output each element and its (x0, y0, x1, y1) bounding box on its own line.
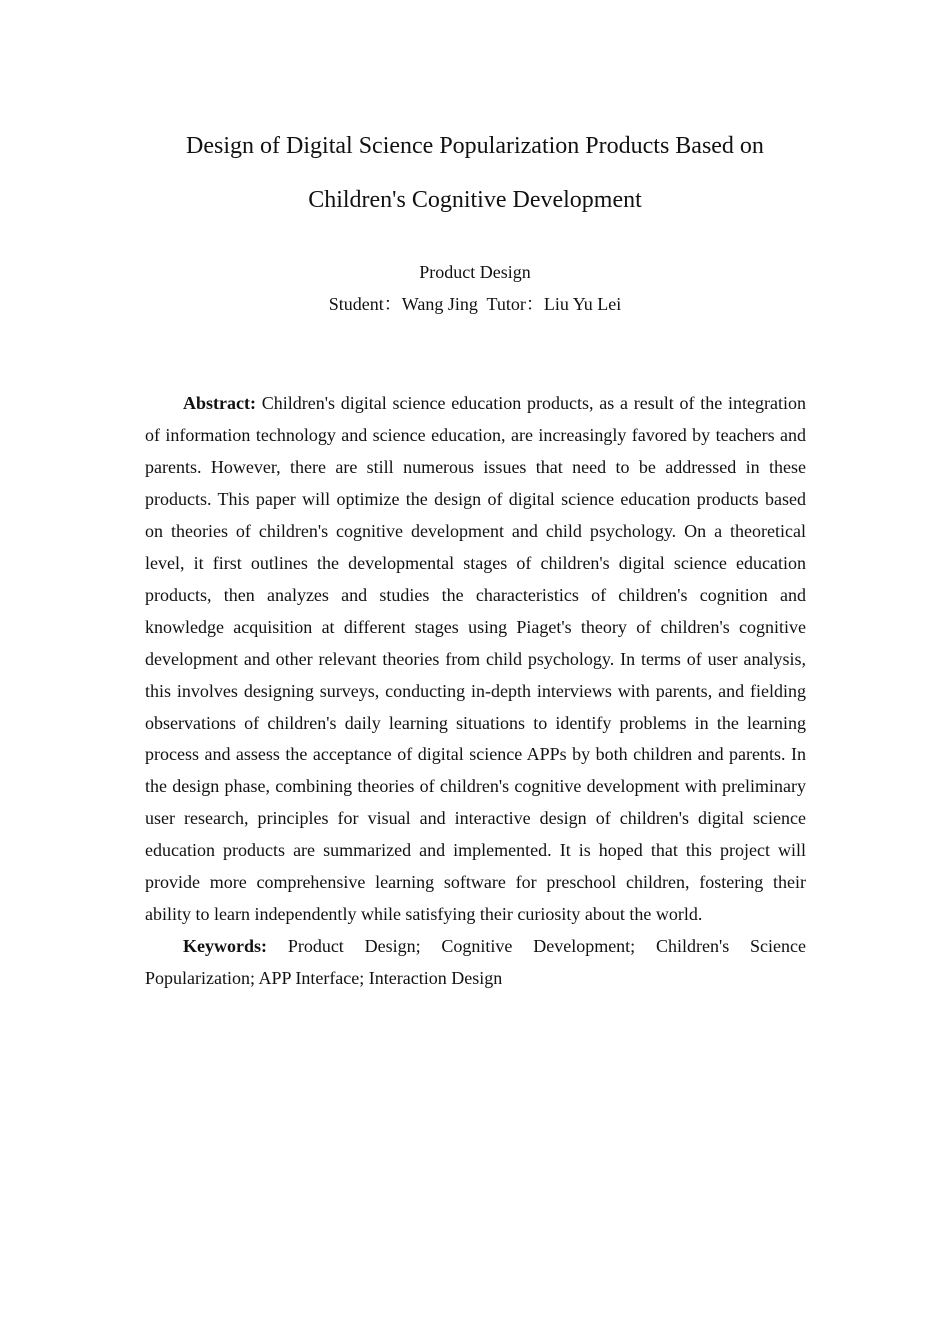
abstract-section (145, 388, 806, 995)
student-label: Student： (328, 294, 402, 314)
abstract-label: Abstract: (183, 393, 256, 413)
title-line-1: Design of Digital Science Popularization Products Based on (186, 133, 764, 159)
student-tutor-line (120, 288, 830, 320)
author-info (120, 256, 830, 320)
paper-title (120, 119, 830, 227)
keywords-paragraph (145, 931, 806, 995)
keywords-text: Product Design; Cognitive Development; Children's Science Popularization; APP Interface; Interaction Design (145, 936, 807, 989)
major: Product Design (419, 262, 531, 282)
abstract-paragraph (145, 388, 806, 931)
keywords-label: Keywords: (183, 936, 267, 957)
tutor-label: Tutor： (486, 294, 544, 314)
tutor-name: Liu Yu Lei (543, 294, 622, 314)
title-line-2: Children's Cognitive Development (308, 187, 642, 213)
abstract-text: Children's digital science education products, as a result of the integration of information technology and science education, are increasingly favored by teachers and parents. However, there are still numerous issues that need to be addressed in these products. This paper will optimize the design of digital science education products based on theories of children's cognitive development and child psychology. On a theoretical level, it first outlines the developmental stages of children's digital science education products, then analyzes and studies the characteristics of children's cognition and knowledge acquisition at different stages using Piaget's theory of children's cognitive development and other relevant theories from child psychology. In terms of user analysis, this involves designing surveys, conducting in-depth interviews with parents, and fielding observations of children's daily learning situations to identify problems in the learning process and assess the acceptance of digital science APPs by both children and parents. In the design phase, combining theories of children's cognitive development with preliminary user research, principles for visual and interactive design of children's digital science education products are summarized and implemented. It is hoped that this project will provide more comprehensive learning software for preschool children, fostering their ability to learn independently while satisfying their curiosity about the world. (145, 393, 806, 925)
student-name: Wang Jing (401, 294, 478, 314)
